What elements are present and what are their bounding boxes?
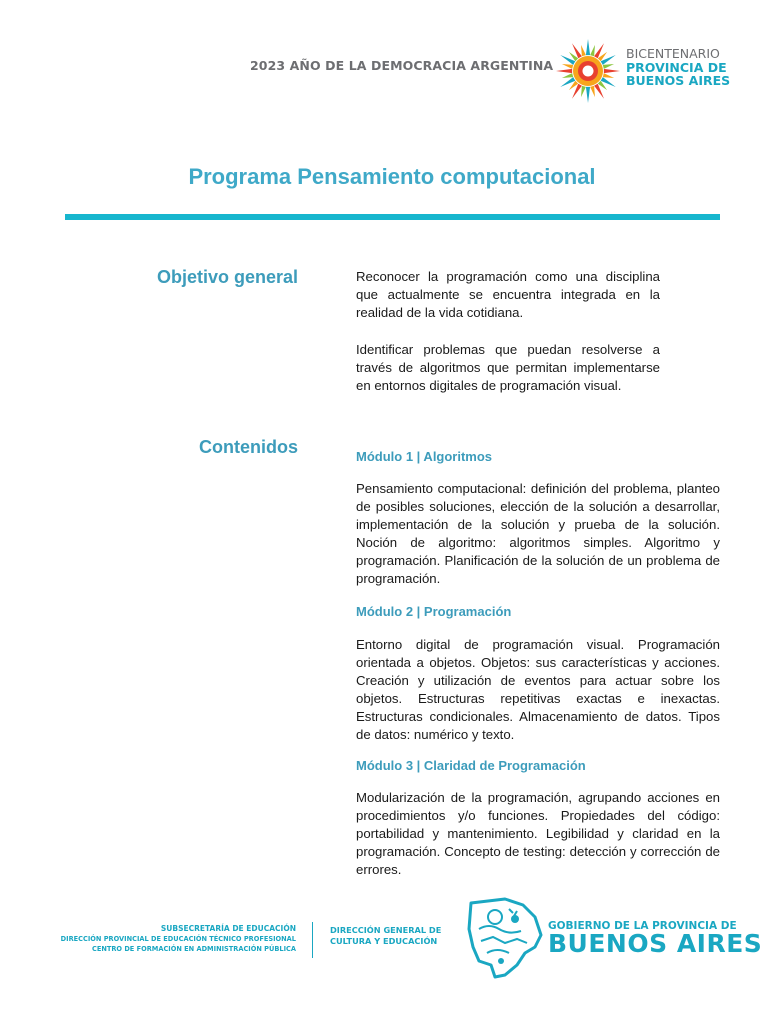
- bicentenario-line-3: BUENOS AIRES: [626, 73, 731, 88]
- bicentenario-line-2: PROVINCIA DE: [626, 59, 727, 75]
- sun-petal: [562, 73, 573, 78]
- buenos-aires-map-logo-icon: [465, 895, 545, 981]
- sun-petal: [590, 86, 595, 97]
- footer-buenos-aires-text: BUENOS AIRES: [548, 929, 763, 958]
- sun-petal: [556, 69, 572, 73]
- objetivo-paragraph-1: Reconocer la programación como una disciplina que actualmente se encuentra integrada en la realidad de la vida cotidiana.: [356, 269, 660, 320]
- contenidos-heading: Contenidos: [199, 437, 298, 457]
- sun-petal: [562, 64, 573, 69]
- footer-gobierno-text: GOBIERNO DE LA PROVINCIA DE: [548, 920, 737, 932]
- sun-petal: [603, 64, 614, 69]
- header-year-text: 2023 AÑO DE LA DEMOCRACIA ARGENTINA: [250, 58, 554, 73]
- footer-direccion-line-2: CULTURA Y EDUCACIÓN: [330, 936, 438, 946]
- module-2-title: Módulo 2 | Programación: [356, 604, 512, 619]
- sun-petal: [586, 39, 590, 55]
- module-1-text: Pensamiento computacional: definición del problema, planteo de posibles soluciones, elección de la solución a desarrollar, implementación de la solución y prueba de la solución. Noción de algoritmo: algoritmos simples. Algoritmo y programación. Planificación de la solución de un problema de programación.: [356, 481, 720, 586]
- sun-petal: [603, 73, 614, 78]
- title-divider: [65, 214, 720, 220]
- footer-subsecretaria-line-2: DIRECCIÓN PROVINCIAL DE EDUCACIÓN TÉCNICO PROFESIONAL: [60, 935, 296, 943]
- footer-subsecretaria-line-3: CENTRO DE FORMACIÓN EN ADMINISTRACIÓN PÚBLICA: [91, 945, 296, 953]
- footer-divider: [312, 922, 313, 958]
- objetivo-paragraph-2: Identificar problemas que puedan resolverse a través de algoritmos que permitan implementarse en entornos digitales de programación visual.: [356, 342, 660, 393]
- sun-petal: [604, 69, 620, 73]
- sun-petal: [581, 45, 586, 56]
- footer-direccion-general: [330, 925, 441, 947]
- page-title: Programa Pensamiento computacional: [188, 164, 596, 189]
- module-2-text: Entorno digital de programación visual. Programación orientada a objetos. Objetos: sus características y acciones. Creación y utilización de eventos para actuar sobre los objetos. Estructuras repetitivas exactas e inexactas. Estructuras condicionales. Almacenamiento de datos. Tipos de datos: numérico y texto.: [356, 637, 720, 742]
- sun-petal: [590, 45, 595, 56]
- module-1-title: Módulo 1 | Algoritmos: [356, 449, 493, 464]
- bicentenario-wordmark: [626, 47, 730, 88]
- bicentenario-sun-logo-icon: [555, 38, 621, 104]
- module-3-text: Modularización de la programación, agrupando acciones en procedimientos y/o funciones. Propiedades del código: portabilidad y mantenimiento. Legibilidad y claridad en la programación. Concepto de testing: detección y corrección de errores.: [356, 790, 720, 877]
- bicentenario-line-1: BICENTENARIO: [626, 46, 720, 61]
- module-3-title: Módulo 3 | Claridad de Programación: [356, 758, 586, 773]
- sun-petal: [581, 86, 586, 97]
- footer-subsecretaria-line-1: SUBSECRETARÍA DE EDUCACIÓN: [160, 924, 296, 933]
- sun-petal: [586, 87, 590, 103]
- footer-direccion-line-1: DIRECCIÓN GENERAL DE: [330, 925, 442, 935]
- footer-subsecretaria: [40, 924, 296, 954]
- objetivo-heading: Objetivo general: [156, 267, 298, 287]
